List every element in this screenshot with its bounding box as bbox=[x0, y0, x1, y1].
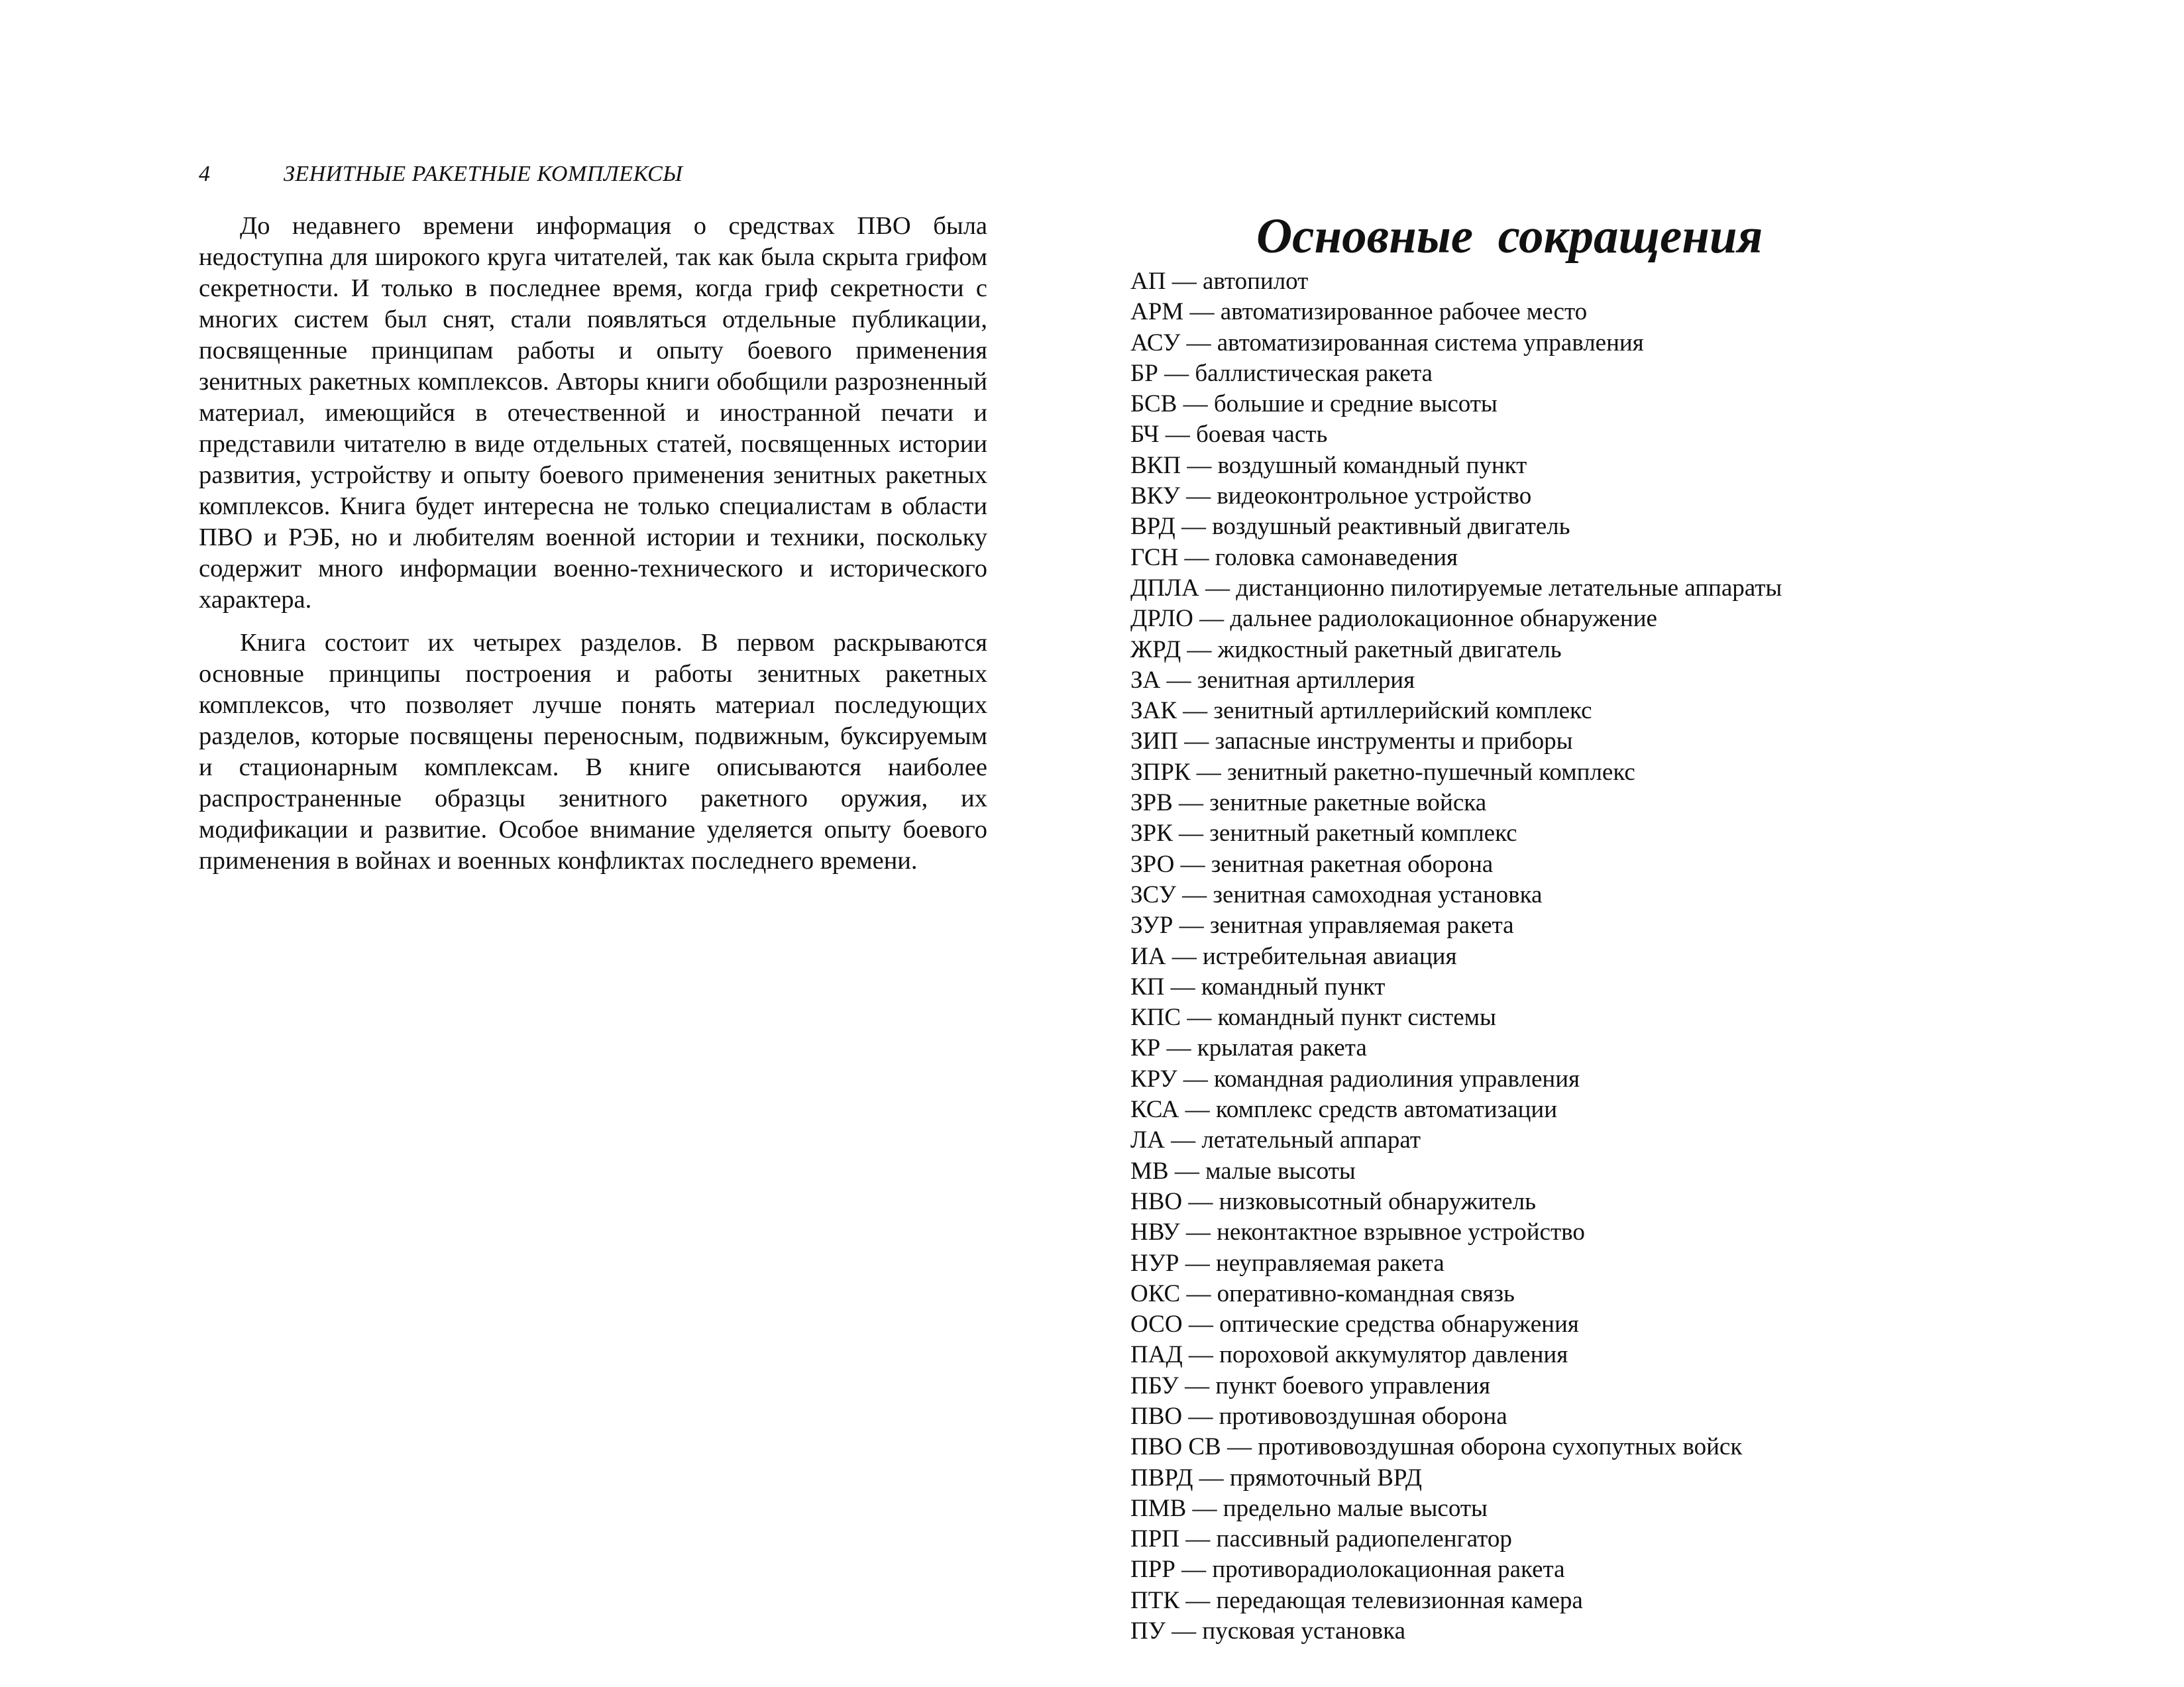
abbreviation-item: ОКС — оперативно-командная связь bbox=[1130, 1279, 1515, 1307]
abbreviation-item: ЛА — летательный аппарат bbox=[1130, 1126, 1421, 1154]
abbreviation-item: ЗУР — зенитная управляемая ракета bbox=[1130, 912, 1514, 940]
abbreviation-item: ПВО — противовоздушная оборона bbox=[1130, 1402, 1507, 1430]
abbreviation-item: ВКУ — видеоконтрольное устройство bbox=[1130, 482, 1532, 510]
intro-text bbox=[199, 211, 987, 889]
abbreviation-item: ПВРД — прямоточный ВРД bbox=[1130, 1464, 1422, 1492]
abbreviation-item: АСУ — автоматизированная система управления bbox=[1130, 329, 1644, 356]
abbreviation-item: КР — крылатая ракета bbox=[1130, 1034, 1367, 1062]
abbreviation-item: АП — автопилот bbox=[1130, 268, 1309, 295]
running-title: ЗЕНИТНЫЕ РАКЕТНЫЕ КОМПЛЕКСЫ bbox=[284, 162, 683, 186]
abbreviation-item: ПБУ — пункт боевого управления bbox=[1130, 1372, 1491, 1399]
running-header bbox=[199, 162, 682, 187]
intro-paragraph: До недавнего времени информация о средствах ПВО была недоступна для широкого круга читателей, так как была скрыта грифом секретности. И только в последнее время, когда гриф секретности с многих систем был снят, стали появляться отдельные публикации, посвященные принципам работы и опыту боевого применения зенитных ракетных комплексов. Авторы книги обобщили разрозненный материал, имеющийся в отечественной и иностранной печати и представили читателю в виде отдельных статей, посвященных истории развития, устройству и опыту боевого применения зенитных ракетных комплексов. Книга будет интересна не только специалистам в области ПВО и РЭБ, но и любителям военной истории и техники, поскольку содержит много информации военно-технического и исторического характера. bbox=[199, 212, 987, 614]
abbreviation-item: ЗПРК — зенитный ракетно-пушечный комплекс bbox=[1130, 758, 1635, 786]
abbreviation-item: ИА — истребительная авиация bbox=[1130, 942, 1457, 970]
abbreviation-item: ПАД — пороховой аккумулятор давления bbox=[1130, 1341, 1568, 1369]
abbreviation-item: НВО — низковысотный обнаружитель bbox=[1130, 1187, 1536, 1215]
abbreviation-item: ЖРД — жидкостный ракетный двигатель bbox=[1130, 635, 1562, 663]
abbreviation-item: БЧ — боевая часть bbox=[1130, 421, 1328, 449]
abbreviations-list bbox=[1130, 266, 1926, 1647]
abbreviation-item: ПУ — пусковая установка bbox=[1130, 1617, 1405, 1645]
abbreviation-item: ВРД — воздушный реактивный двигатель bbox=[1130, 513, 1570, 541]
abbreviation-item: ПМВ — предельно малые высоты bbox=[1130, 1494, 1488, 1522]
intro-paragraph: Книга состоит их четырех разделов. В первом раскрываются основные принципы построения и работы зенитных ракетных комплексов, что позволяет лучше понять материал последующих разделов, которые посвящены переносным, подвижным, буксируемым и стационарным комплексам. В книге описываются наиболее распространенные образцы зенитного ракетного оружия, их модификации и развитие. Особое внимание уделяется опыту боевого применения в войнах и военных конфликтах последнего времени. bbox=[199, 629, 987, 875]
abbreviation-item: НВУ — неконтактное взрывное устройство bbox=[1130, 1219, 1585, 1246]
abbreviation-item: БР — баллистическая ракета bbox=[1130, 359, 1433, 387]
abbreviation-item: БСВ — большие и средние высоты bbox=[1130, 390, 1498, 418]
abbreviation-item: ЗРО — зенитная ракетная оборона bbox=[1130, 850, 1494, 878]
abbreviation-item: КП — командный пункт bbox=[1130, 973, 1386, 1001]
abbreviation-item: ПРР — противорадиолокационная ракета bbox=[1130, 1556, 1565, 1584]
abbreviation-item: ЗРК — зенитный ракетный комплекс bbox=[1130, 820, 1517, 847]
abbreviation-item: КПС — командный пункт системы bbox=[1130, 1004, 1496, 1032]
abbreviation-item: ЗСУ — зенитная самоходная установка bbox=[1130, 881, 1543, 908]
abbreviation-item: ЗАК — зенитный артиллерийский комплекс bbox=[1130, 697, 1592, 725]
abbreviation-item: АРМ — автоматизированное рабочее место bbox=[1130, 298, 1588, 326]
abbreviation-item: ОСО — оптические средства обнаружения bbox=[1130, 1311, 1579, 1338]
abbreviation-item: ЗРВ — зенитные ракетные войска bbox=[1130, 789, 1487, 817]
abbreviation-item: ГСН — головка самонаведения bbox=[1130, 543, 1458, 571]
abbreviations-title: Основные сокращения bbox=[1256, 209, 1763, 264]
abbreviation-item: ПВО СВ — противовоздушная оборона сухопутных войск bbox=[1130, 1433, 1743, 1461]
abbreviation-item: КРУ — командная радиолиния управления bbox=[1130, 1065, 1580, 1093]
abbreviation-item: ДПЛА — дистанционно пилотируемые летательные аппараты bbox=[1130, 574, 1782, 602]
page-number: 4 bbox=[199, 162, 211, 186]
abbreviation-item: НУР — неуправляемая ракета bbox=[1130, 1249, 1445, 1277]
abbreviation-item: ПРП — пассивный радиопеленгатор bbox=[1130, 1525, 1512, 1553]
abbreviation-item: КСА — комплекс средств автоматизации bbox=[1130, 1096, 1558, 1124]
abbreviation-item: ЗА — зенитная артиллерия bbox=[1130, 666, 1415, 694]
abbreviation-item: ВКП — воздушный командный пункт bbox=[1130, 451, 1527, 479]
abbreviation-item: ПТК — передающая телевизионная камера bbox=[1130, 1586, 1583, 1614]
abbreviation-item: ДРЛО — дальнее радиолокационное обнаружение bbox=[1130, 605, 1657, 633]
abbreviation-item: МВ — малые высоты bbox=[1130, 1157, 1356, 1185]
abbreviation-item: ЗИП — запасные инструменты и приборы bbox=[1130, 728, 1573, 755]
